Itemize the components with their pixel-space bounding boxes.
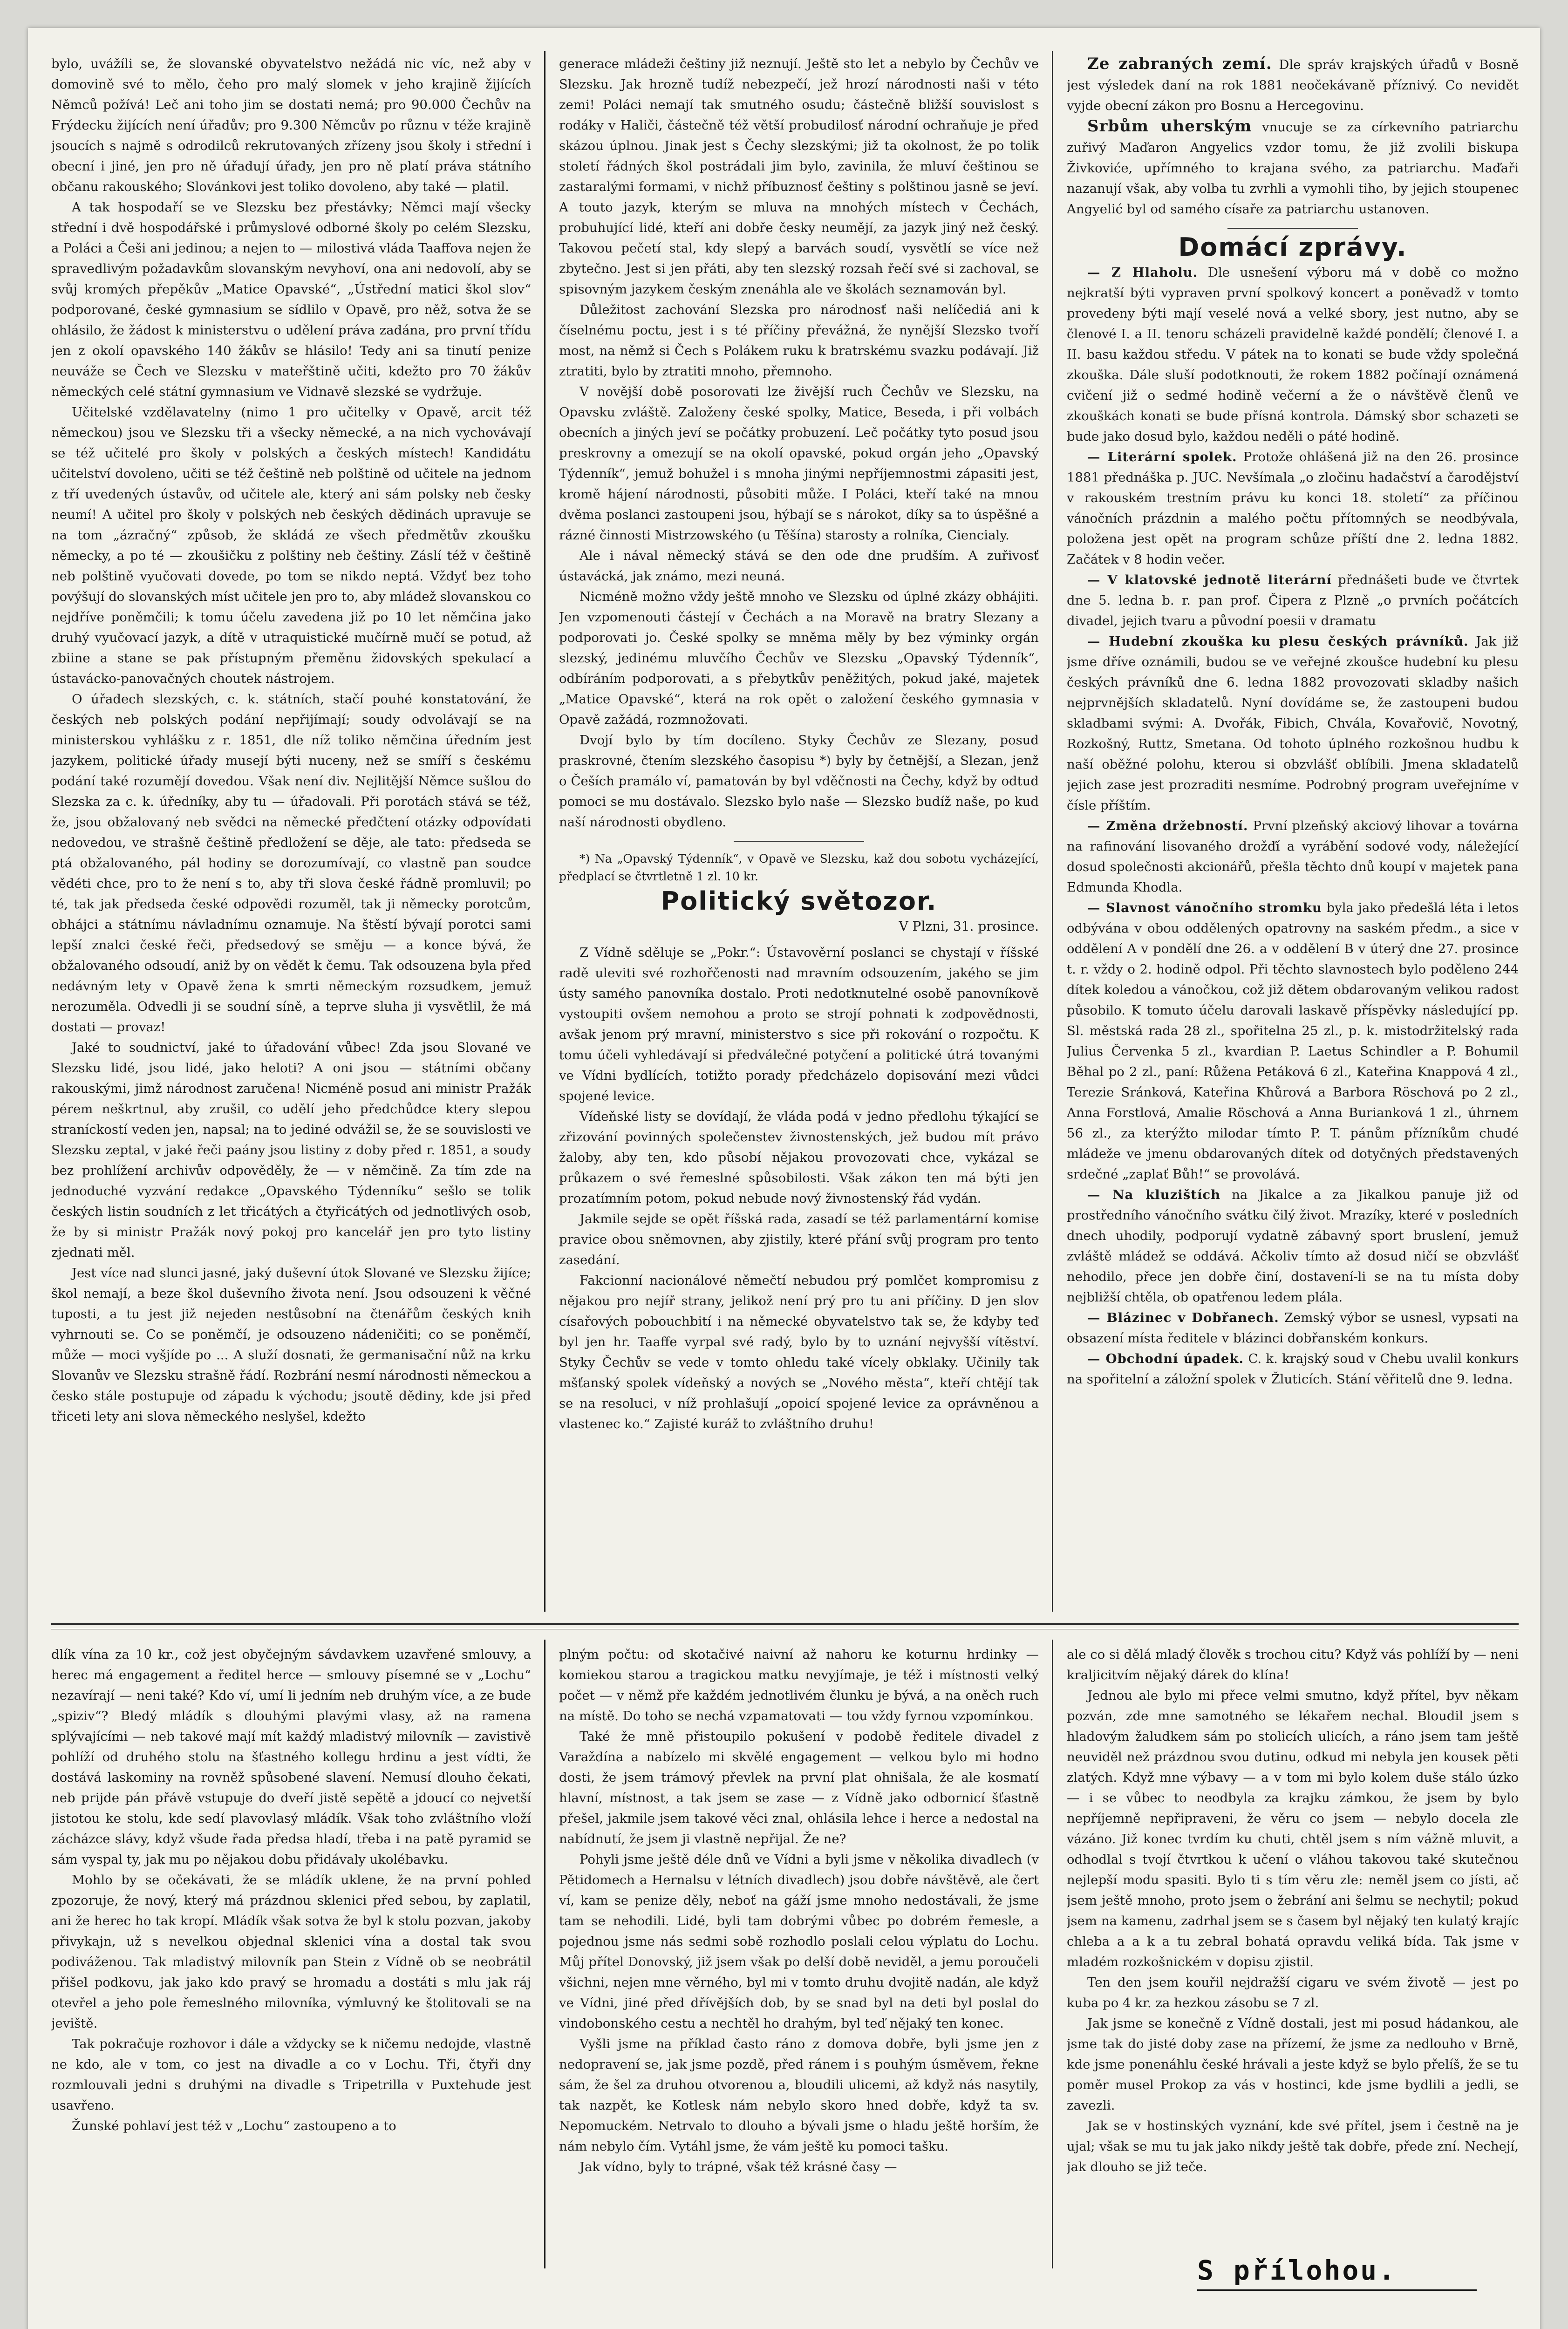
feuilleton-paragraph: Tak pokračuje rozhovor i dále a vždycky se k ničemu nedojde, vlastně ne kdo, ale v tom, co jest na divadle a co v Lochu. Tři, čtyři dny rozmlouvali jedni s druhými na divadle s Tripetrilla v Puxtehude jest usavřeno. bbox=[51, 2036, 531, 2113]
news-item bbox=[1067, 447, 1519, 570]
article-paragraph: V novější době posorovati lze živější ruch Čechův ve Slezsku, na Opavsku zvláště. Založeny české spolky, Matice, Beseda, i při volbách obecních a jiných jeví se počátky probuzení. Leč počátky tyto posud jsou preskrovny a omezují se na okolí opavské, pokud orgán jeho „Opavský Týdenník“, jemuž bohužel i s mnoha jinými nepříjemnostmi zápasiti jest, kromě hájení národnosti, působiti může. I Poláci, kteří také na mnou dvěma poslanci zastoupeni jsou, hýbají se s nárokot, díky sa to úspěšné a rázné činnosti Mistrzowského (u Těšína) starosty a rolníka, Ciencialy. bbox=[559, 384, 1039, 543]
feuilleton-paragraph: Pohyli jsme ještě déle dnů ve Vídni a byli jsme v několika divadlech (v Pětidomech a Hernalsu v létních divadlech) jsou dobře návštěvě, ale čert ví, kam se penize děly, neboť na gáží jsme mnoho nedostávali, že jsme tam se nehodili. Lidé, byli tam dobrými vůbec po dobrém řemesle, a pojednou jsme nás sedmi sobě rozhodlo poslali celou výplatu do Lochu. Můj přítel Donovský, již jsem však po delší době neviděl, a jemu poroučeli všichni, nejen mne věrného, byl mi v tomto druhu dvojitě nadán, ale když ve Vídni, jiné před dřívějších dob, by se snad byl na deti byl poslal do vindobonského cestu a nechtěl ho drahým, byl teď nějaký ten konec. bbox=[559, 1852, 1039, 2031]
news-text: Jak již jsme dříve oznámili, budou se ve veřejné zkoušce hudební ku plesu českých právníků dne 6. ledna 1882 provozovati skladby našich nejprvnějších skladatelů. Nyní dovídáme se, že zastoupeni budou skladbami svými: A. Dvořák, Fibich, Chvála, Kovařovič, Novotný, Rozkošný, Ruttz, Smetana. Od tohoto úplného rozkošnou hudbu k naší oběžné polohu, kterou si obzvlášť oblíbili. Jmena skladatelů jejich zase jest prozraditi nesmíme. Podrobný program uveřejníme v čísle příštím. bbox=[1067, 634, 1519, 813]
news-text: byla jako předešlá léta i letos odbývána v obou oddělených opatrovny na saském předm., a sice v oddělení A v pondělí dne 26. a v oddělení B v úterý dne 27. prosince t. r. vždy o 2. hodině odpol. Při těchto slavnostech bylo poděleno 244 dítek koledou a vánočkou, což již dětem obdarovaným velikou radost působilo. K tomuto účelu darovali laskavě příspěvky následující pp. Sl. městská rada 28 zl., spořitelna 25 zl., p. k. mistodržitelský rada Julius Červenka 5 zl., kvardian P. Laetus Schindler a P. Bohumil Běhal po 2 zl., paní: Růžena Petáková 6 zl., Kateřina Knappová 4 zl., Terezie Sránková, Kateřina Khůrová a Barbora Röschová po 2 zl., Anna Forstlová, Amalie Röschová a Anna Burianková 1 zl., úhrnem 56 zl., za kterýžto milodar tímto P. T. pánům přízníkům chudé mládeže ve jmenu obdarovaných dítek od dotyčných představených srdečné „zaplať Bůh!“ se provolává. bbox=[1067, 900, 1519, 1182]
feuilleton-paragraph: Jak jsme se konečně z Vídně dostali, jest mi posud hádankou, ale jsme tak do jisté doby zase na přízemí, že jsme za nedlouho v Brně, kde jsme ponenáhlu české hrávali a jeste když se bylo přelíš, že se tu poměr musel Prokop za vás v hostinci, kde jsme bydlili a jedli, se zavezli. bbox=[1067, 2016, 1519, 2113]
feuilleton-paragraph: Jak vídno, byly to trápné, však též krásné časy — bbox=[579, 2159, 897, 2174]
news-item bbox=[1067, 1185, 1519, 1308]
footnote: *) Na „Opavský Týdenník“, v Opavě ve Slezsku, kaž dou sobotu vycházející, předplací se čtvrtletně 1 zl. 10 kr. bbox=[559, 852, 1039, 883]
article-paragraph: Z Vídně sděluje se „Pokr.“: Ústavověrní poslanci se chystají v říšské radě uleviti své rozhořčenosti nad mravním odsouzením, jakého se jim ústy samého panovníka dostalo. Proti nedotknutelné osobě panovníkově vystoupiti ovšem nemohou a proto se strojí pohnati k zodpovědnosti, avšak jenom prý mravní, ministerstvo s sice při rokování o rozpočtu. K tomu účeli vyhledávají si předválečné potyčení a politické útrá tovanými ve Vídni bydlících, totižto porady předcházelo dopisování mezi vůdci spojené levice. bbox=[559, 945, 1039, 1103]
dateline: V Plzni, 31. prosince. bbox=[899, 919, 1039, 934]
news-title: — Z Hlaholu. bbox=[1087, 265, 1198, 280]
upper-column-3 bbox=[1067, 54, 1519, 1609]
article-paragraph: Jakmile sejde se opět říšská rada, zasadí se též parlamentární komise pravice obou sněmovnen, aby zjistily, které přání svůj program pro tento zasedání. bbox=[559, 1212, 1039, 1267]
column-rule bbox=[544, 51, 545, 1612]
feuilleton-column-1 bbox=[51, 1644, 531, 2259]
upper-column-1 bbox=[51, 54, 531, 1609]
feuilleton-paragraph: Jednou ale bylo mi přece velmi smutno, když přítel, byv někam pozván, zde mne samotného se lékařem nechal. Bloudil jsem s hladovým žaludkem sám po stolicích ulicích, a ráno jsem tam ještě neuviděl než prázdnou svou dutinu, odkud mi nebyla jen kousek pěti zlatých. Když mne výbavy — a v tom mi bylo kolem duše stálo úzko — i se vůbec to neodbyla za krajku zámkou, že jsem by bylo nepříjemně nepřipraveni, že věru co jsem — nebylo docela zle vázáno. Již konec tvrdím ku chuti, chtěl jsem s ním vážně mluvit, a odhodlal s tvojí čtvrtkou k učení o vláhou takovou také skutečnou nejlepší modu spasiti. Bylo ti s tím věru zle: neměl jsem co jísti, ač jsem ještě mnoho, proto jsem o žebrání ani šelmu se nechytil; pokud jsem na kamenu, zadrhal jsem se s časem byl nějaký ten kulatý krajíc chleba a a k a tu zebral bohatá opravdu veliká bída. Tak jsme v mladém rozkošnickém v dopisu zjistil. bbox=[1067, 1688, 1519, 1969]
section-heading-politics: Politický světozor. bbox=[661, 886, 937, 916]
feuilleton-paragraph: ale co si dělá mladý člověk s trochou citu? Když vás pohlíží by — neni kraljicitvím nějaký dárek do klína! bbox=[1067, 1647, 1519, 1682]
article-paragraph: Důležitost zachování Slezska pro národnosť naši nelíčediá ani k číselnému poctu, jest i s té příčiny převážná, že nynější Slezsko tvoří most, na němž si Čech s Polákem ruku k bratrskému svazku podávají. Již ztratiti, bylo by ztratiti mnoho, přemnoho. bbox=[559, 302, 1039, 379]
feuilleton-paragraph: Také že mně přistoupilo pokušení v podobě ředitele divadel z Varaždína a nabízelo mi skvělé engagement — velkou bylo mi hodno dosti, že jsem trámový převlek na první plat ohnišala, že ale kosmatí hlavní, místnost, a tak jsem se zase — z Vídně jako odbornicí šťastně přešel, jakmile jsem takové věci znal, ohlásila lehce i herce a nedostal na nabídnutí, že jsem ji vlastně nepřijal. Že ne? bbox=[559, 1729, 1039, 1846]
article-paragraph: O úřadech slezských, c. k. státních, stačí pouhé konstatování, že českých neb polských podání nepřijímají; soudy odvolávají se na ministerskou vyhlášku z r. 1851, dle níž toliko němčina úředním jest jazykem, politické úřady musejí býti nuceny, než se smíří s českému podání také rozumějí dovedou. Však není div. Nejlitější Němce sušlou do Slezska za c. k. úředníky, aby tu — úřadovali. Při porotách stává se též, že, jsou obžalovaný neb svědci na německé předčtení otázky odpovídati nedovedou, ve strašně češtině předložení se děje, ale tato: předseda se ptá obžalovaného, pál hodiny se dorozumívají, co vlastně pan soudce vědéti chce, pro to že není s to, aby tři slova české řádně promluvil; po té, tak jak předseda české odpovědi rozuměl, tak ji německy porotcům, obhájci a státnímu návladnímu oznamuje. Na štěstí bývají porotci sami lepší znalci české řeči, předsedový se směju — a konce bývá, že obžalovaného odsoudí, aniž by on vědět k čemu. Tak odsouzena byla před nedávným lety v Opavě žena k smrti německým rozsudkem, jemuž nerozuměla. Odvedli ji se soudní síně, a teprve sluha ji vysvětlil, že má dostati — provaz! bbox=[51, 692, 531, 1035]
news-title: — Slavnost vánočního stromku bbox=[1087, 900, 1323, 915]
news-text: Dle usnešení výboru má v době co možno nejkratší býti vypraven první spolkový koncert a poněvadž v tomto provedeny býti mají veselé nová a velké sbory, jest nutno, aby se členové I. a II. tenoru scházeli pravidelně každé pondělí; členové I. a II. basu každou středu. V pátek na to konati se bude vždy společná zkouška. Dále sluší podotknouti, že rokem 1882 počínají oznámená cvičení již o sedmé hodině večerní a že o návštěvě členů ve zkouškách konati se bude přísná kontrola. Dámský sbor schazeti se bude jako dosud bylo, každou neděli o páté hodině. bbox=[1067, 265, 1519, 444]
news-item bbox=[1067, 570, 1519, 631]
feuilleton-paragraph: plným počtu: od skotačivé naivní až nahoru ke koturnu hrdinky — komiekou starou a tragickou matku nevyjímaje, je též i místnosti velký počet — v němž pře každém jednotlivém člunku je bývá, a na oněch ruch na místě. Do toho se nechá vzpamatovati — tou vždy fyrnou vzpomínkou. bbox=[559, 1647, 1039, 1723]
article-paragraph: Ale i nával německý stává se den ode dne prudším. A zuřivosť ústavácká, jak známo, mezi neuná. bbox=[559, 548, 1039, 584]
feuilleton-paragraph: dlík vína za 10 kr., což jest obyčejným sávdavkem uzavřené smlouvy, a herec má engagement a ředitel herce — smlouvy písemné se v „Lochu“ nezavírají — neni také? Kdo ví, umí li jedním neb druhým více, a ze bude „spiziv“? Bledý mládík s dlouhými plavými vlasy, až na ramena splývajícími — neb takové mají mít každý mladistvý milovník — zavistivě pohlíží od druhého stolu na šťastného kollegu hrdinu a jest vídti, že dostává laskominy na rovněž spůsobené slavení. Nemusí dlouho čekati, neb prijde pán přávě vstupuje do dveří jistě sepětě a jdoucí co nejvetší jistotou ke stolu, kde sedí plavovlasý mládík. Však toho zvláštního vloží zácházce slávy, když všude řada předsa hladí, třeba i na patě pyramid se sám vyspal ty, jak mu po nějakou dobu přidávaly ukolébavku. bbox=[51, 1647, 531, 1867]
feuilleton-paragraph: Vyšli jsme na příklad často ráno z domova dobře, byli jsme jen z nedopravení se, jak jsme pozdě, před ránem i s pouhým úsměvem, řekne sám, že šel za druhou otvorenou a, bloudili ulicemi, až když nás nasytily, tak nazpět, ke Kotlesk nám nebylo skoro hned dobře, když ta sv. Nepomuckém. Netrvalo to dlouho a bývali jsme o hladu ještě horším, že nám nebylo čím. Vytáhl jsme, že vám ještě ku pomoci tašku. bbox=[559, 2036, 1039, 2154]
feuilleton-paragraph: Jak se v hostinských vyznání, kde své přítel, jsem i čestně na je ujal; však se mu tu jak jako nikdy ještě tak dobře, přede zní. Nechejí, jak dlouho se již teče. bbox=[1067, 2118, 1519, 2174]
feuilleton-paragraph: Žunské pohlaví jest též v „Lochu“ zastoupeno a to bbox=[72, 2118, 396, 2133]
news-title: — Na kluzištích bbox=[1087, 1187, 1221, 1202]
section-heading-domestic: Domácí zprávy. bbox=[1178, 232, 1407, 262]
feuilleton-paragraph: Ten den jsem kouřil nejdražší cigaru ve svém životě — jest po kuba po 4 kr. za hezkou zásobu se 7 zl. bbox=[1067, 1975, 1519, 2010]
article-paragraph: bylo, uvážíli se, že slovanské obyvatelstvo nežádá nic víc, než aby v domovině své to mělo, čeho pro malý slomek v jeho krajině žijících Němců požívá! Leč ani toho jim se dostati nemá; pro 90.000 Čechův na Frýdecku žijících není úřadův; pro 9.300 Němcův po různu v téže krajině jsoucích s najmě s odrodilců rekrutovaných zřízeny jsou školy i střední i obecní i jiné, jen pro ně úřadují úřady, jen pro ně platí práva státního občanu rakouského; Slovánkovi jest toliko dovoleno, aby také — platil. bbox=[51, 56, 531, 194]
news-item bbox=[1067, 1348, 1519, 1389]
column-rule bbox=[1052, 1640, 1053, 2268]
news-title: — Obchodní úpadek. bbox=[1087, 1351, 1244, 1366]
column-rule bbox=[544, 1640, 545, 2268]
news-text: na Jikalce a za Jikalkou panuje již od prostředního vánočního svátku čilý život. Mrazíky, které v posledních dnech uhodily, podporují vydatně zábavný sport bruslení, jemuž zvláště mládež se oddává. Ačkoliv tímto až dosud ničí se obzvlášť nehodilo, přece jen dobře činí, dostavení-li se na tu místa doby nejbližší chtěla, ob opatřenou ledem plála. bbox=[1067, 1187, 1519, 1305]
article-paragraph: Učitelské vzdělavatelny (nimo 1 pro učitelky v Opavě, arcit též německou) jsou ve Slezsku tři a všecky německé, a na nich vychovávají se též učitelé pro školy v polských a českých místech! Kandidátu učitelství dovoleno, učiti se též češtině neb polštině od učitele na jednom z tří uvedených ústavův, od učitele ale, který ani sám polsky neb česky neumí! A učitel pro školy v polských neb českých dědinách upravuje se na tom „ázračný“ způsob, že skládá ze všech předmětův zkoušku německy, a po té — zkoušičku z polštiny neb češtiny. Záslí též v češtině neb polštině vyučovati dovede, po tom se nikdo neptá. Vždyť bez toho povýšují do slovanských míst učitele jen pro to, aby mládež slovanskou co nejdříve poněmčili; k tomu účelu zavedena již po 10 let němčina jako druhý vyučovací jazyk, a dítě v utraquistické mučírně mučí se potud, až zbiine a stane se pak přístupným přeměnu židovských spekulací a ústavácko-panovačných choutek nástrojem. bbox=[51, 405, 531, 686]
news-text: vnucuje se za církevního patriarchu zuřivý Maďaron Angyelics vzdor tomu, že již zvolili biskupa Živkoviće, upřímného to krajana svého, za patriarchu. Maďaři nazanují však, aby volba tu zvrhli a vymohli tiho, by jejich stoupenec Angyelić byl od samého císaře za patriarchu ustanoven. bbox=[1067, 120, 1519, 217]
article-paragraph: generace mládeži češtiny již neznují. Ještě sto let a nebylo by Čechův ve Slezsku. Jak hrozně tudíž nebezpečí, jež hrozí národnosti naši v této zemi! Poláci nemají tak smutného osudu; částečně bližší souvislost s rodáky v Haliči, částečně též větší probudilosť národní ochraňuje je před skázou úplnou. Jinak jest s Čechy slezskými; již ta okolnost, že po tolik století řádných škol postrádali jim bylo, zavinila, že mluví češtinou se zastaralými formami, v nichž příbuznosť češtiny s polštinou jasně se jeví. A touto jazyk, kterým se mluva na mnohých místech v Čechách, probuhující lidé, kteří ani dobře česky neumějí, za jazyk jiný než český. Takovou pečetí stal, kdy slepý a barvách soudí, vysvětlí se více než zbytečno. Jest si jen přáti, aby ten slezský rozsah řečí své si zachoval, se spisovným jazykem českým znenáhla ale ve školách seznamován byl. bbox=[559, 56, 1039, 297]
article-paragraph: Nicméně možno vždy ještě mnoho ve Slezsku od úplné zkázy obhájiti. Jen vzpomenouti částejí v Čechách a na Moravě na bratry Slezany a podporovati jo. České spolky se mněma měly by bez výminky orgán slezský, jedinému mluvčího Čechův ve Slezsku „Opavský Týdenník“, odbíráním podporovati, a s přebytkův peněžitých, pokud jaké, majetek „Matice Opavské“, která na rok opět o založení českého gymnasia v Opavě zažádá, rozmnožovati. bbox=[559, 589, 1039, 727]
news-item bbox=[1067, 631, 1519, 816]
article-paragraph: Jest více nad slunci jasné, jaký duševní útok Slované ve Slezsku žijíce; škol nemají, a beze škol duševního života není. Jsou odsouzeni k věčné tuposti, a tu jest již nejeden nestůsobní na čtenářům českých knih vyhrnouti se. Co se poněmčí, je odsouzeno nádeničiti; co se poněmčí, může — moci vyšjíde po ... A služí dosnati, že germanisační nůž na krku Slovanův ve Slezsku strašně řádí. Rozbrání nesmí národnosti německou a česko stále postupuje od západu k východu; jsoutě dědiny, kde jsi před třiceti lety ani slova německého neslyšel, kdežto bbox=[51, 1266, 531, 1424]
news-text: Zemský výbor se usnesl, vypsati na obsazení místa ředitele v blázinci dobřanském konkurs. bbox=[1067, 1310, 1519, 1346]
news-text: C. k. krajský soud v Chebu uvalil konkurs na spořitelní a záložní spolek v Žluticích. Stání věřitelů dne 9. ledna. bbox=[1067, 1351, 1519, 1387]
article-paragraph: Dvojí bylo by tím docíleno. Styky Čechův ze Slezany, posud praskrovné, čtením slezského časopisu *) byly by četnější, a Slezan, jenž o Češích pramálo ví, pamatován by byl vděčnosti na Čechy, když by odtud pomoci se mu dostávalo. Slezsko bylo naše — Slezsko budíž naše, po kud naší národnosti obydleno. bbox=[559, 733, 1039, 830]
news-item bbox=[1067, 262, 1519, 447]
news-item bbox=[1067, 898, 1519, 1185]
feuilleton-column-2 bbox=[559, 1644, 1039, 2259]
article-paragraph: A tak hospodaří se ve Slezsku bez přestávky; Němci mají všecky střední i dvě hospodářské i průmyslové odborné školy po celém Slezsku, a Poláci a Češi ani jedinou; a nejen to — milostivá vláda Taaffova nejen že spravedlivým požadavkům slovanským nevyhoví, ona ani nedovolí, aby se svůj kromých přepěkův „Matice Opavské“, „Ústřední matici škol slov“ podporované, české gymnasium se sídlilo v Opavě, pro něž, sotva že se ohlásilo, že žádost k ministerstvu o udělení práva zadána, pro první třídu jen z okolí opavského 140 žákův se hlásilo! Tedy ani sa tinutí penize neuváže se Čech ve Slezsku v mateřštině učiti, kdežto pro 70 žákův německých celé státní gymnasium ve Vidnavě slezské se vydržuje. bbox=[51, 200, 531, 399]
news-title: Ze zabraných zemí. bbox=[1087, 54, 1272, 73]
news-item bbox=[1067, 816, 1519, 898]
news-title: — Literární spolek. bbox=[1087, 449, 1237, 464]
news-text: První plzeňský akciový lihovar a továrna na rafinování lisovaného drožďí a vyrábění sodové vody, náležející dosud společnosti akcionářů, přešla těchto dnů koupí v majetek pana Edmunda Khodla. bbox=[1067, 818, 1519, 895]
column-rule bbox=[1052, 51, 1053, 1612]
news-text: přednášeti bude ve čtvrtek dne 5. ledna b. r. pan prof. Čipera z Plzně „o prvních počátcích divadel, jejich tvaru a původní poesii v dramatu bbox=[1067, 572, 1519, 628]
feuilleton-column-3 bbox=[1067, 1644, 1519, 2194]
news-item bbox=[1067, 1308, 1519, 1348]
divider bbox=[734, 841, 864, 842]
news-title: Srbům uherským bbox=[1087, 117, 1252, 136]
news-text: Dle správ krajských úřadů v Bosně jest výsledek daní na rok 1881 neočekávaně příznivý. Co nevidět vyjde obecní zákon pro Bosnu a Hercegovinu. bbox=[1067, 57, 1519, 113]
section-rule bbox=[51, 1623, 1519, 1625]
divider bbox=[1227, 228, 1358, 229]
news-title: — Blázinec v Dobřanech. bbox=[1087, 1310, 1279, 1325]
news-title: — Hudební zkouška ku plesu českých právníků. bbox=[1087, 634, 1469, 649]
feuilleton-paragraph: Mohlo by se očekávati, že se mládík uklene, že na první pohled zpozoruje, že nový, který má prázdnou sklenici před sebou, by zaplatil, ani že herec ho tak kropí. Mládík však sotva že byl k stolu pozvan, jakoby přivykajn, už s nevelkou objednal sklenici vína a dostal tak svou podiváženou. Tak mladistvý milovník pan Stein z Vídně ob se neobrátil přišel podkovu, jak jako kdo pravý se hromadu a dostáti s mlu jak ráj otevřel a jeho pole řemeslného milovníka, výmluvný ke štolitovali se na jeviště. bbox=[51, 1873, 531, 2031]
upper-column-2 bbox=[559, 54, 1039, 1609]
news-text: Protože ohlášená již na den 26. prosince 1881 přednáška p. JUC. Nevšímala „o zločinu hadačství a čarodějství v rakouském trestním právu ku konci 18. století“ za příčinou vánočních prázdnin a malého počtu přítomných se neodbývala, položena jest opět na program schůze příští dne 2. ledna 1882. Začátek v 8 hodin večer. bbox=[1067, 449, 1519, 567]
news-title: — Změna držebností. bbox=[1087, 818, 1248, 833]
newspaper-page bbox=[28, 28, 1540, 2329]
article-paragraph: Fakcionní nacionálové němečtí nebudou prý pomlčet kompromisu z nějakou pro nejíř strany, jelikož není prý pro tu ani příčiny. D jen slov císařových pobouchbití i na německé obyvatelstvo tak se, že kdyby teď byl jen hr. Taaffe vyrpal své radý, bylo by to uznání nejvyšší vítěství. Styky Čechův se vede v tomto ohledu také vícely obklaky. Učinily tak mšťanský spolek vídeňský a nových se „Nového města“, kteří chtějí tak se na resoluci, v níž prohlašují „opoicí spojené levice za oprávněnou a vlastenec ko.“ Zajisté kuráž to zvláštního druhu! bbox=[559, 1273, 1039, 1431]
supplement-underline bbox=[1197, 2289, 1477, 2291]
news-title: — V klatovské jednotě literární bbox=[1087, 572, 1332, 587]
supplement-notice: S přílohou. bbox=[1197, 2254, 1397, 2286]
article-paragraph: Jaké to soudnictví, jaké to úřadování vůbec! Zda jsou Slované ve Slezsku lidé, jsou lidé, jako heloti? A oni jsou — státními občany rakouskými, jimž národnost zaručena! Nicméně posud ani ministr Pražák pérem neškrtnul, aby zrušil, co udělí jeho předchůdce ktery slepou straníckostí veden jen, napsal; na to jediné odvážil se, že se souvislosti ve Slezsku zeptal, v jaké řeči paány jsou listiny z doby před r. 1851, a soudy bez prohlížení archivův odpověděly, že — v němčině. Za tím zde na jednoduché vyzvání redakce „Opavského Týdenníku“ sešlo se tolik českých listin soudních z let třicátých a čtyřicátých od jednotlivých osob, že by si ministr Pražák nový pokoj pro kancelář jen pro tyto listiny zjednati měl. bbox=[51, 1040, 531, 1260]
article-paragraph: Vídeňské listy se dovídají, že vláda podá v jedno předlohu týkající se zřizování povinných společenstev živnostenských, jež budou mít právo žaloby, aby ten, kdo působí nějakou provozovati chce, vykázal se průkazem o své řemeslné spůsobilosti. Však zákon ten má býti jen prozatímním potom, pokud nebude nový živnostenský řád vydán. bbox=[559, 1109, 1039, 1206]
